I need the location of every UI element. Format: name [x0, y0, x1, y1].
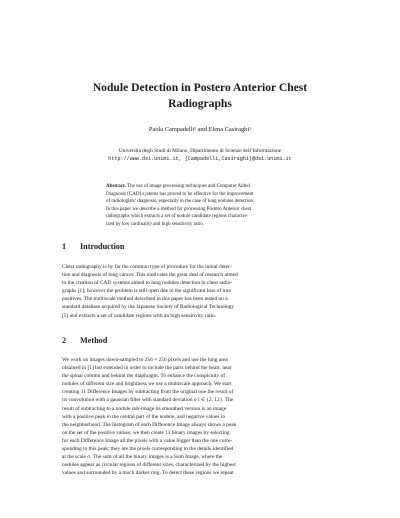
paragraph-line: result of subtracting to a nodule sub-image its smoothed version is an image	[62, 405, 227, 412]
web-email[interactable]: http://www.dsi.unimi.it, {Campadelli,Casiraghi}@dsi.unimi.it	[108, 156, 292, 162]
paragraph-line: its convolution with a gaussian filter with standard deviation σ i ∈ {2, 12}. The	[62, 397, 234, 404]
paragraph-line: creating 11 Difference Images by subtracting from the original one the result of	[62, 389, 234, 396]
abstract-line: radiographs which extracts a set of nodule candidate regions character-	[106, 214, 248, 220]
abstract-line: In this paper we describe a method for processing Postero Anterior chest	[106, 206, 252, 212]
introduction-paragraph	[62, 263, 338, 320]
section-heading-method	[62, 336, 107, 346]
paragraph-line: obtained in [1] but extended in order to include the parts behind the heart, near	[62, 365, 232, 372]
paragraph-line: with a positive peak in the central part of the nodule, and negative values in	[62, 413, 226, 420]
abstract-line: of radiologists’ diagnosis, especially in the case of lung nodules detection.	[106, 199, 255, 205]
affiliation-block	[70, 147, 330, 163]
abstract-line: ized by low cardinality and high sensitivity ratio.	[106, 221, 205, 227]
paragraph-line: tion and diagnosis of lung cancer. This motivates the great deal of research aimed	[62, 272, 238, 279]
title-line: Nodule Detection in Postero Anterior Chest	[92, 81, 308, 94]
abstract-line: Diagnosis (CAD) systems has proved to be effective for the improvement	[106, 191, 254, 197]
affiliation: Università degli Studi di Milano, Dipartimento di Scienze dell’Informazione	[118, 148, 282, 154]
authors: Paola Campadelli¹ and Elena Casiraghi¹	[148, 126, 252, 133]
section-title: Method	[80, 336, 108, 345]
section-number: 1	[62, 242, 67, 251]
paragraph-line: for each Difference Image all the pixels with a value bigger than the one corre-	[62, 437, 233, 444]
paragraph-line: [5] and extracts a set of candidate regions with an high sensitivity ratio.	[62, 312, 217, 319]
paragraph-line: values and surrounded by a much darker ring. To detect these regions we repeat	[62, 470, 234, 477]
paragraph-line: graphs [1]; however the problem is still open due to the significant loss of true	[62, 288, 231, 295]
paragraph-line: the neighborhood. The histogram of each Difference Image always shows a peak	[62, 421, 237, 428]
paragraph-line: to the creation of CAD systems aimed to lung nodules detection in chest radio-	[62, 280, 233, 287]
abstract-line: The use of image processing techniques and Computer Aided	[125, 184, 250, 189]
paper-title	[80, 80, 320, 112]
section-number: 2	[62, 336, 67, 345]
paragraph-line: standard database acquired by the Japanese Society of Radiological Technology	[62, 304, 235, 311]
abstract	[106, 183, 294, 229]
section-title: Introduction	[80, 242, 125, 251]
paragraph-line: nodules appear as circular regions of different sizes, characterized by the highest	[62, 462, 236, 469]
paragraph-line: at the scale σ. The sum of all the binary images is a Sum Image, where the	[62, 454, 223, 461]
paragraph-line: nodules of different size and brightness we use a multiscale approach. We start	[62, 381, 232, 388]
paragraph-line: on the set of the positive values; we then create 11 binary images by selecting	[62, 429, 230, 436]
paragraph-line: positives. The multiscale method described in this paper has been tested on a	[62, 296, 228, 303]
paragraph-line: Chest radiography is by far the common type of procedure for the initial detec-	[62, 264, 233, 270]
paragraph-line: the spinal column and behind the diaphragm. To enhance the conspicuity of	[62, 373, 225, 380]
abstract-label: Abstract.	[106, 184, 126, 189]
section-heading-introduction	[62, 242, 124, 252]
method-paragraph	[62, 356, 338, 477]
paragraph-line: We work on images down-sampled to 256 × 256 pixels and use the lung area	[62, 357, 228, 363]
paragraph-line: sponding to this peak; they are the pixels corresponding to the details identified	[62, 446, 234, 453]
title-line: Radiographs	[168, 97, 232, 110]
